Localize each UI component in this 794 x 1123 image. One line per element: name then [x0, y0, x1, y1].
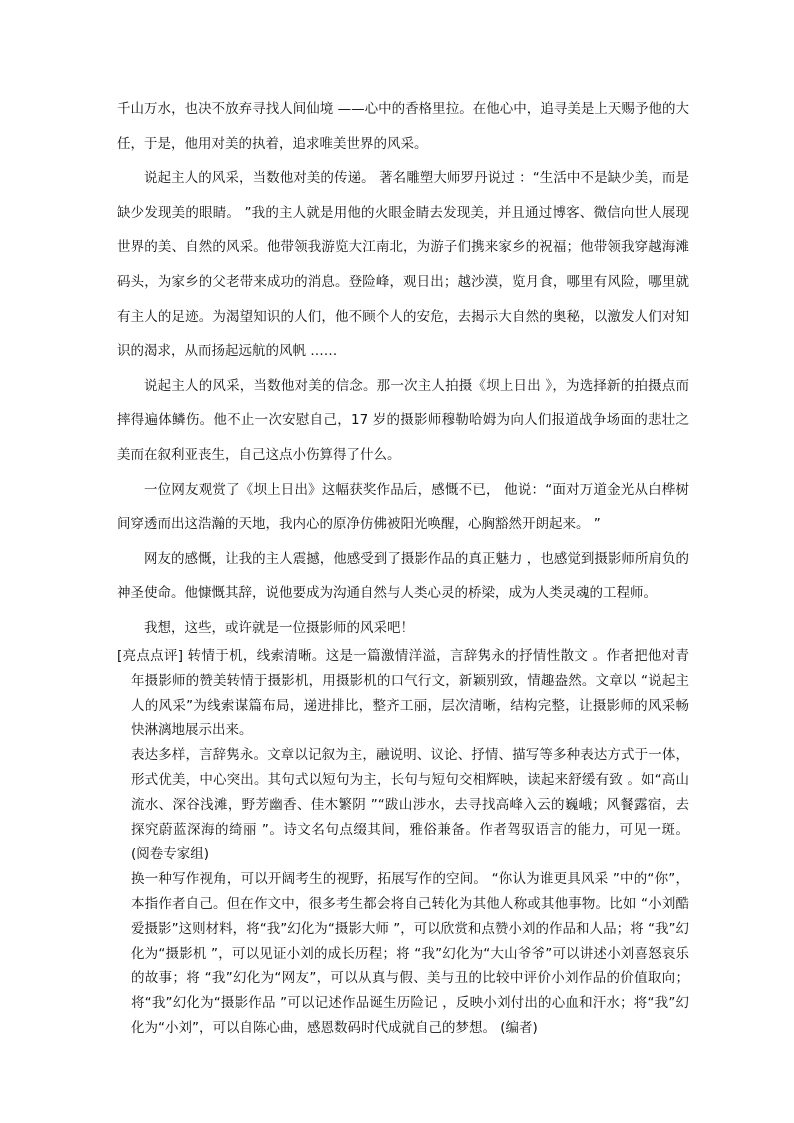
- essay-body: [117, 92, 689, 646]
- essay-paragraph: 一位网友观赏了《坝上日出》这幅获奖作品后，感慨不已， 他说：“面对万道金光从白桦树间穿透而出这浩瀚的天地，我内心的原净仿佛被阳光唤醒，心胸豁然开朗起来。 ”: [117, 481, 689, 533]
- essay-paragraph: 说起主人的风采，当数他对美的信念。那一次主人拍摄《坝上日出 》，为选择新的拍摄点而摔得遍体鳞伤。他不止一次安慰自己，17 岁的摄影师穆勒哈姆为向人们报道战争场面的悲壮之美而在叙利亚丧生，自己这点小伤算得了什么。: [117, 377, 689, 463]
- essay-paragraph: 说起主人的风采，当数他对美的传递。 著名雕塑大师罗丹说过 ：“生活中不是缺少美，而是缺少发现美的眼睛。 ”我的主人就是用他的火眼金睛去发现美，并且通过博客、微信向世人展现世界的美、自然的风采。他带领我游览大江南北，为游子们携来家乡的祝福；他带领我穿越海滩码头，为家乡的父老带来成功的消息。登险峰，观日出；越沙漠，览月食，哪里有风险，哪里就有主人的足迹。为渴望知识的人们，他不顾个人的安危，去揭示大自然的奥秘，以激发人们对知识的渴求，从而扬起远航的风帆 ……: [117, 170, 689, 360]
- essay-closing-line: 我想，这些，或许就是一位摄影师的风采吧！: [144, 619, 414, 636]
- commentary-section: [117, 644, 689, 1041]
- commentary-paragraph: [亮点点评] 转情于机，线索清晰。这是一篇激情洋溢，言辞隽永的抒情性散文 。作者把他对青年摄影师的赞美转情于摄影机，用摄影机的口气行文，新颖别致，情趣盎然。文章以 “说起主人的风采”为线索谋篇布局，递进排比，整齐工丽，层次清晰，结构完整，让摄影师的风采畅快淋漓地展示出来。: [117, 648, 689, 739]
- essay-paragraph: 网友的感慨，让我的主人震撼，他感受到了摄影作品的真正魅力 ，也感觉到摄影师所肩负的神圣使命。他慷慨其辞，说他要成为沟通自然与人类心灵的桥梁，成为人类灵魂的工程师。: [117, 550, 689, 602]
- essay-paragraph: 千山万水，也决不放弃寻找人间仙境 ——心中的香格里拉。在他心中，追寻美是上天赐予他的大任，于是，他用对美的执着，追求唯美世界的风采。: [117, 101, 689, 152]
- commentary-paragraph: 表达多样，言辞隽永。文章以记叙为主，融说明、议论、抒情、描写等多种表达方式于一体，形式优美，中心突出。其句式以短句为主，长句与短句交相辉映，读起来舒缓有致 。如“高山流水、深谷浅滩，野芳幽香、佳木繁阴 ”“跋山涉水，去寻找高峰入云的巍峨；风餐露宿，去探究蔚蓝深海的绮丽 ”。诗文名句点缀其间，雅俗兼备。作者驾驭语言的能力，可见一斑。 (阅卷专家组): [131, 747, 689, 863]
- commentary-paragraph: 换一种写作视角，可以开阔考生的视野，拓展写作的空间。 “你认为谁更具风采 ”中的“你”，本指作者自己。但在作文中，很多考生都会将自己转化为其他人称或其他事物。比如 “小刘酷爱摄影”这则材料，将“我”幻化为“摄影大师 ”，可以欣赏和点赞小刘的作品和人品；将 “我”幻化为“摄影机 ”，可以见证小刘的成长历程；将 “我”幻化为“大山爷爷”可以讲述小刘喜怒哀乐的故事；将 “我”幻化为“网友”，可以从真与假、美与丑的比较中评价小刘作品的价值取向；将“我”幻化为“摄影作品 ”可以记述作品诞生历险记 ，反映小刘付出的心血和汗水；将“我”幻化为“小刘”，可以自陈心曲，感恩数码时代成就自己的梦想。 (编者): [131, 871, 689, 1036]
